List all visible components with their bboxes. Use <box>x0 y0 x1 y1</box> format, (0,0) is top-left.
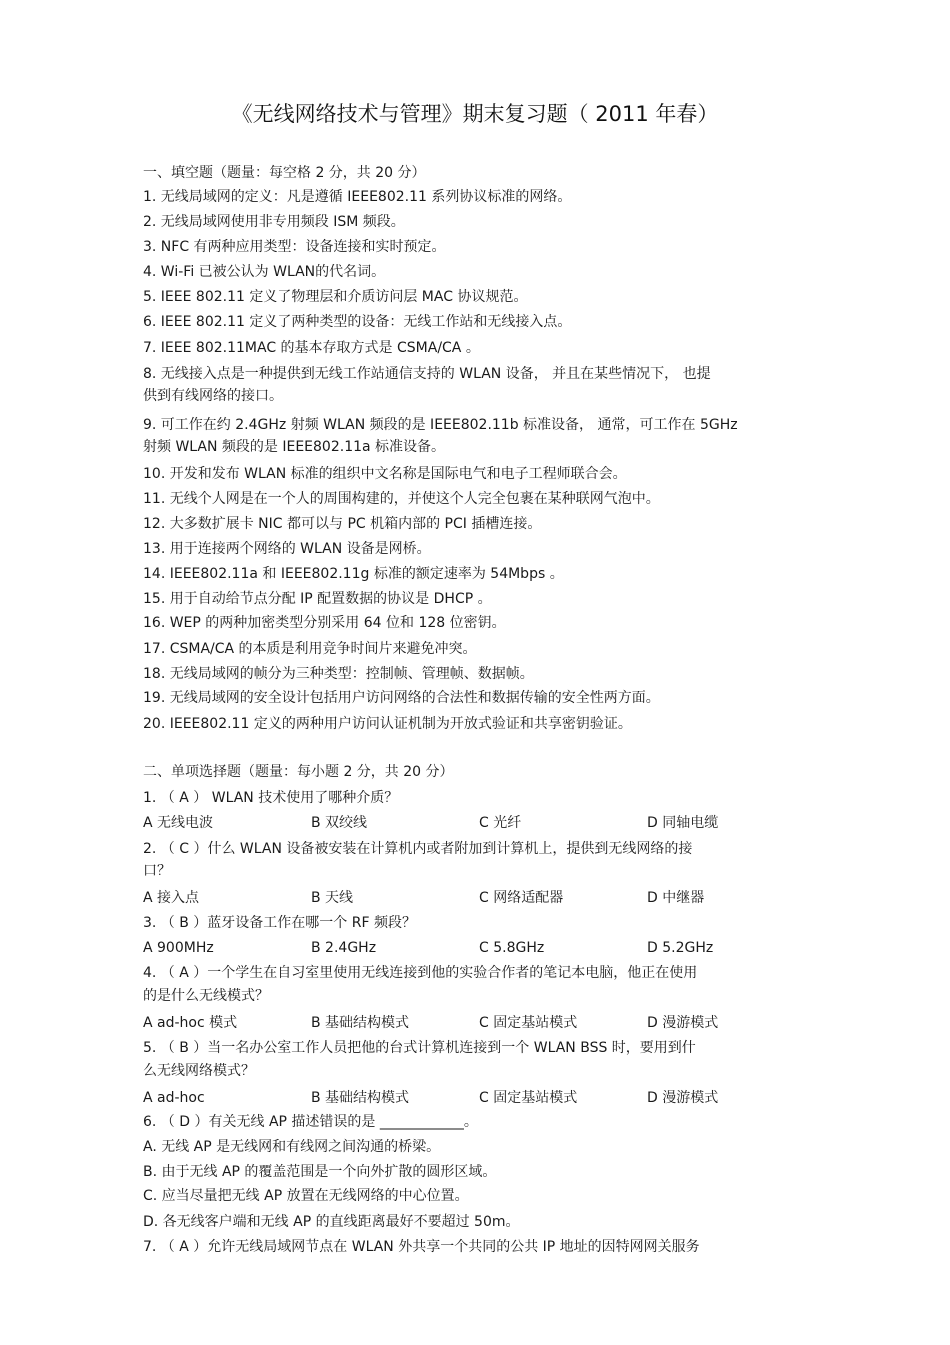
option-d: D 漫游模式 <box>647 1015 719 1031</box>
question-2: 2. （ C ）什么 WLAN 设备被安装在计算机内或者附加到计算机上，提供到无线网络的接 <box>143 841 693 857</box>
option-a: A. 无线 AP 是无线网和有线网之间沟通的桥梁。 <box>143 1139 441 1155</box>
option-c: C 固定基站模式 <box>479 1015 578 1031</box>
question-5: 5. （ B ）当一名办公室工作人员把他的台式计算机连接到一个 WLAN BSS 时，要用到什 <box>143 1040 696 1056</box>
option-d: D 同轴电缆 <box>647 815 719 831</box>
fill-item-3: 3. NFC 有两种应用类型：设备连接和实时预定。 <box>143 239 446 255</box>
option-b: B 双绞线 <box>311 815 368 831</box>
option-c: C 网络适配器 <box>479 890 564 906</box>
option-a: A ad-hoc <box>143 1090 205 1106</box>
fill-item-9: 9. 可工作在约 2.4GHz 射频 WLAN 频段的是 IEEE802.11b 标准设备， 通常，可工作在 5GHz <box>143 417 738 433</box>
option-a: A 无线电波 <box>143 815 214 831</box>
question-3: 3. （ B ）蓝牙设备工作在哪一个 RF 频段？ <box>143 915 416 931</box>
page-title: 《无线网络技术与管理》期末复习题（ 2011 年春） <box>231 102 719 126</box>
fill-item-15: 15. 用于自动给节点分配 IP 配置数据的协议是 DHCP 。 <box>143 591 492 607</box>
option-c: C 5.8GHz <box>479 940 545 956</box>
fill-item-2: 2. 无线局域网使用非专用频段 ISM 频段。 <box>143 214 405 230</box>
fill-item-6: 6. IEEE 802.11 定义了两种类型的设备：无线工作站和无线接入点。 <box>143 314 572 330</box>
fill-item-7: 7. IEEE 802.11MAC 的基本存取方式是 CSMA/CA 。 <box>143 340 480 356</box>
fill-item-8: 8. 无线接入点是一种提供到无线工作站通信支持的 WLAN 设备， 并且在某些情况下， 也提 <box>143 366 711 382</box>
fill-item-19: 19. 无线局域网的安全设计包括用户访问网络的合法性和数据传输的安全性两方面。 <box>143 690 660 706</box>
fill-item-4: 4. Wi-Fi 已被公认为 WLAN的代名词。 <box>143 264 386 280</box>
question-7: 7. （ A ）允许无线局域网节点在 WLAN 外共享一个共同的公共 IP 地址的因特网网关服务 <box>143 1239 700 1255</box>
option-b: B 2.4GHz <box>311 940 377 956</box>
fill-item-8-cont: 供到有线网络的接口。 <box>143 388 283 404</box>
fill-item-17: 17. CSMA/CA 的本质是利用竞争时间片来避免冲突。 <box>143 641 477 657</box>
fill-item-16: 16. WEP 的两种加密类型分别采用 64 位和 128 位密钥。 <box>143 615 506 631</box>
fill-item-5: 5. IEEE 802.11 定义了物理层和介质访问层 MAC 协议规范。 <box>143 289 528 305</box>
fill-item-10: 10. 开发和发布 WLAN 标准的组织中文名称是国际电气和电子工程师联合会。 <box>143 466 627 482</box>
fill-item-11: 11. 无线个人网是在一个人的周围构建的，并使这个人完全包裹在某种联网气泡中。 <box>143 491 660 507</box>
option-c: C 光纤 <box>479 815 522 831</box>
fill-item-13: 13. 用于连接两个网络的 WLAN 设备是网桥。 <box>143 541 431 557</box>
fill-item-1: 1. 无线局域网的定义：凡是遵循 IEEE802.11 系列协议标准的网络。 <box>143 189 572 205</box>
fill-item-20: 20. IEEE802.11 定义的两种用户访问认证机制为开放式验证和共享密钥验证。 <box>143 716 632 732</box>
option-b: B. 由于无线 AP 的覆盖范围是一个向外扩散的圆形区域。 <box>143 1164 497 1180</box>
fill-item-9-cont: 射频 WLAN 频段的是 IEEE802.11a 标准设备。 <box>143 439 446 455</box>
option-b: B 基础结构模式 <box>311 1090 410 1106</box>
option-b: B 基础结构模式 <box>311 1015 410 1031</box>
question-4-cont: 的是什么无线模式？ <box>143 988 269 1004</box>
section-header-choice: 二、单项选择题（题量：每小题 2 分，共 20 分） <box>143 764 454 780</box>
option-d: D 漫游模式 <box>647 1090 719 1106</box>
section-header-fill-in: 一、填空题（题量：每空格 2 分，共 20 分） <box>143 165 426 181</box>
question-2-cont: 口？ <box>143 863 171 879</box>
fill-item-12: 12. 大多数扩展卡 NIC 都可以与 PC 机箱内部的 PCI 插槽连接。 <box>143 516 542 532</box>
option-c: C 固定基站模式 <box>479 1090 578 1106</box>
option-d: D. 各无线客户端和无线 AP 的直线距离最好不要超过 50m。 <box>143 1214 520 1230</box>
option-a: A 900MHz <box>143 940 214 956</box>
option-d: D 中继器 <box>647 890 705 906</box>
fill-item-14: 14. IEEE802.11a 和 IEEE802.11g 标准的额定速率为 54Mbps 。 <box>143 566 564 582</box>
option-c: C. 应当尽量把无线 AP 放置在无线网络的中心位置。 <box>143 1188 469 1204</box>
question-6: 6. （ D ）有关无线 AP 描述错误的是 ____________。 <box>143 1114 478 1130</box>
fill-item-18: 18. 无线局域网的帧分为三种类型：控制帧、管理帧、数据帧。 <box>143 666 534 682</box>
question-4: 4. （ A ）一个学生在自习室里使用无线连接到他的实验合作者的笔记本电脑，他正在使用 <box>143 965 698 981</box>
question-1: 1. （ A ） WLAN 技术使用了哪种介质？ <box>143 790 399 806</box>
option-a: A ad-hoc 模式 <box>143 1015 238 1031</box>
question-5-cont: 么无线网络模式？ <box>143 1063 255 1079</box>
option-b: B 天线 <box>311 890 354 906</box>
option-a: A 接入点 <box>143 890 200 906</box>
option-d: D 5.2GHz <box>647 940 714 956</box>
